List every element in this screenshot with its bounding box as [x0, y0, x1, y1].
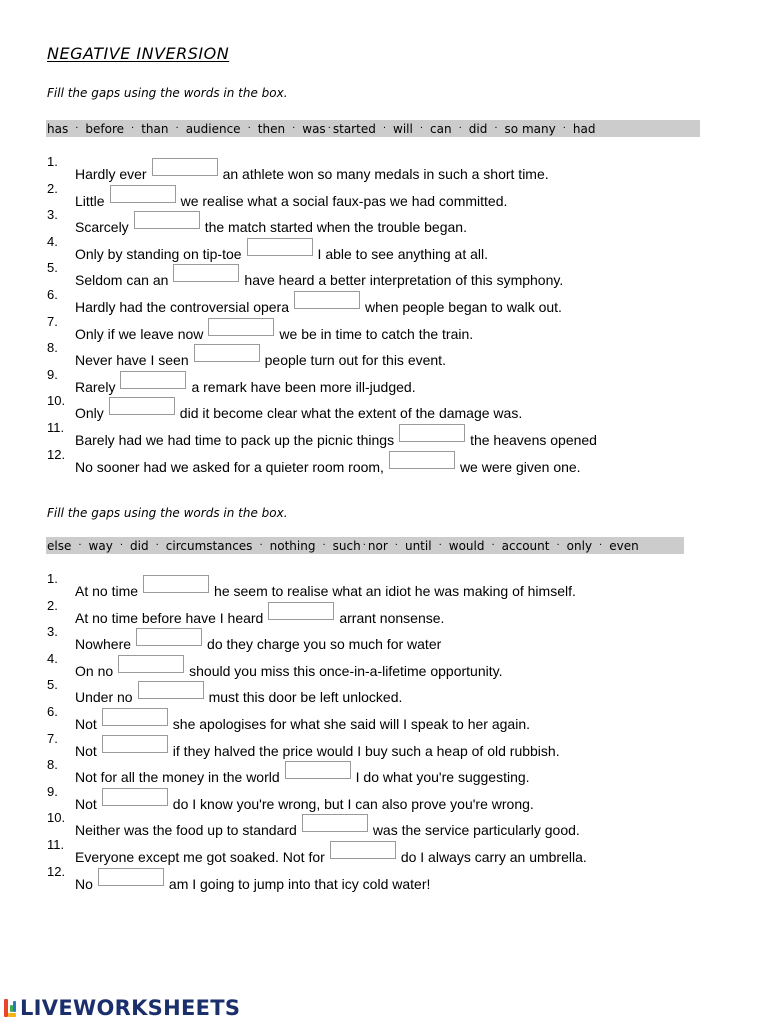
word-bank-item: way [88, 538, 113, 553]
sentence-after-gap: do I know you're wrong, but I can also prove you're wrong. [172, 795, 534, 812]
answer-gap-input[interactable] [173, 264, 239, 282]
word-separator: · [382, 123, 387, 134]
exercise-item [0, 864, 740, 890]
sentence-before-gap: Seldom can an [75, 272, 169, 289]
item-number: 10. [47, 393, 66, 409]
sentence-before-gap: Only if we leave now [75, 325, 204, 342]
item-number: 3. [47, 624, 58, 640]
sentence-after-gap: if they halved the price would I buy such a heap of old rubbish. [172, 742, 560, 759]
sentence-after-gap: should you miss this once-in-a-lifetime opportunity. [189, 662, 503, 679]
sentence-before-gap: Scarcely [75, 219, 129, 236]
exercise-item [0, 367, 740, 393]
sentence-before-gap: Only [75, 405, 104, 422]
exercise-item [0, 731, 740, 757]
exercise-item [0, 181, 740, 207]
word-bank-item: until [404, 538, 432, 553]
exercise-item [0, 810, 740, 839]
word-bank-item: did [468, 121, 488, 136]
word-bank-item: has [47, 121, 69, 136]
item-number: 12. [47, 863, 66, 879]
sentence-after-gap: am I going to jump into that icy cold water! [168, 875, 431, 892]
item-number: 9. [47, 366, 58, 382]
item-sentence [75, 164, 549, 182]
word-separator: · [75, 123, 79, 134]
sentence-after-gap: we be in time to catch the train. [279, 325, 474, 342]
answer-gap-input[interactable] [247, 238, 313, 256]
word-bank-item: then [257, 121, 286, 136]
answer-gap-input[interactable] [143, 575, 209, 593]
sentence-before-gap: Under no [75, 689, 133, 706]
word-separator: · [175, 123, 179, 134]
item-sentence [75, 191, 507, 209]
answer-gap-input[interactable] [399, 424, 465, 442]
word-separator: · [599, 540, 603, 551]
item-number: 8. [47, 757, 58, 773]
word-separator: · [491, 540, 495, 551]
exercise-item [0, 651, 740, 677]
word-bank-item: did [130, 538, 149, 553]
exercise-item [0, 837, 740, 863]
item-sentence [75, 767, 530, 785]
sentence-after-gap: she apologises for what she said will I speak to her again. [172, 716, 531, 732]
item-number: 9. [47, 783, 58, 799]
footer-brand [2, 996, 240, 1020]
word-separator: · [247, 123, 251, 134]
sentence-before-gap: Never have I seen [75, 352, 189, 369]
item-sentence [75, 634, 441, 652]
sentence-before-gap: Not [75, 795, 97, 812]
answer-gap-input[interactable] [134, 211, 200, 229]
answer-gap-input[interactable] [208, 318, 274, 336]
liveworksheets-logo-icon [2, 997, 18, 1019]
word-separator: · [292, 123, 296, 134]
sentence-before-gap: Hardly had the controversial opera [75, 299, 290, 315]
answer-gap-input[interactable] [98, 868, 164, 886]
sentence-before-gap: At no time [75, 583, 139, 599]
word-separator: · [438, 540, 442, 551]
word-separator: · [556, 540, 560, 551]
word-bank-item: would [448, 538, 485, 553]
word-separator: · [78, 540, 82, 551]
item-sentence [75, 350, 446, 368]
exercise-item [0, 260, 740, 289]
item-number: 8. [47, 340, 58, 356]
answer-gap-input[interactable] [294, 291, 360, 309]
section1-instruction: Fill the gaps using the words in the box. [47, 86, 288, 100]
word-bank-item: than [141, 121, 169, 136]
sentence-before-gap: Only by standing on tip-toe [75, 245, 242, 262]
sentence-after-gap: have heard a better interpretation of this symphony. [244, 272, 564, 289]
word-bank-item: nor [367, 538, 388, 553]
item-sentence [75, 847, 587, 865]
sentence-after-gap: did it become clear what the extent of the damage was. [179, 405, 523, 422]
sentence-after-gap: the heavens opened [470, 432, 597, 448]
sentence-before-gap: No sooner had we asked for a quieter room room, [75, 458, 384, 475]
item-sentence [75, 794, 534, 812]
exercise-item [0, 340, 740, 369]
answer-gap-input[interactable] [109, 397, 175, 415]
word-bank-item: such [332, 538, 361, 553]
answer-gap-input[interactable] [102, 708, 168, 726]
exercise-item [0, 757, 740, 786]
sentence-before-gap: Not [75, 742, 97, 759]
answer-gap-input[interactable] [268, 602, 334, 620]
exercise-item [0, 598, 740, 624]
sentence-after-gap: do I always carry an umbrella. [400, 849, 587, 865]
sentence-before-gap: Not for all the money in the world [75, 769, 280, 786]
word-separator: · [394, 540, 398, 551]
word-separator: · [458, 123, 462, 134]
exercise-item [0, 234, 740, 260]
item-number: 3. [47, 207, 58, 223]
exercise-item [0, 677, 740, 706]
sentence-before-gap: At no time before have I heard [75, 609, 264, 626]
answer-gap-input[interactable] [285, 761, 351, 779]
sentence-after-gap: do they charge you so much for water [207, 636, 442, 653]
exercise-item [0, 393, 740, 422]
sentence-after-gap: must this door be left unlocked. [208, 689, 403, 706]
item-number: 1. [47, 154, 58, 169]
sentence-after-gap: he seem to realise what an idiot he was making of himself. [214, 583, 576, 599]
item-number: 5. [47, 677, 58, 693]
word-bank-item: before [85, 121, 125, 136]
section2-word-box [46, 537, 684, 554]
item-sentence [75, 714, 530, 732]
item-sentence [75, 244, 488, 262]
exercise-item [0, 704, 740, 730]
exercise-item [0, 624, 740, 653]
answer-gap-input[interactable] [136, 628, 202, 646]
answer-gap-input[interactable] [389, 451, 455, 469]
word-separator: · [155, 540, 159, 551]
sentence-after-gap: people turn out for this event. [264, 352, 446, 369]
sentence-before-gap: Rarely [75, 378, 116, 395]
sentence-after-gap: arrant nonsense. [339, 609, 445, 626]
answer-gap-input[interactable] [120, 371, 186, 389]
sentence-after-gap: a remark have been more ill-judged. [191, 378, 416, 395]
word-separator: · [322, 540, 326, 551]
item-number: 1. [47, 571, 58, 586]
item-sentence [75, 661, 502, 679]
word-separator: · [327, 123, 331, 134]
sentence-before-gap: Nowhere [75, 636, 132, 653]
sentence-after-gap: I do what you're suggesting. [355, 769, 530, 786]
exercise-item [0, 314, 740, 340]
word-bank-item: was [302, 121, 326, 136]
item-sentence [75, 874, 430, 892]
sentence-before-gap: Neither was the food up to standard [75, 822, 297, 839]
sentence-after-gap: we realise what a social faux-pas we had committed. [180, 192, 508, 209]
word-separator: · [131, 123, 135, 134]
item-number: 12. [47, 446, 66, 462]
word-bank-item: account [501, 538, 550, 553]
sentence-after-gap: was the service particularly good. [372, 822, 580, 839]
item-number: 4. [47, 233, 58, 249]
item-number: 6. [47, 287, 58, 302]
sentence-before-gap: No [75, 875, 93, 892]
word-bank-item: so many [504, 121, 556, 136]
item-number: 4. [47, 650, 58, 666]
section2-instruction: Fill the gaps using the words in the box. [47, 506, 288, 520]
word-bank-item: else [47, 538, 72, 553]
exercise-item [0, 784, 740, 810]
sentence-before-gap: Everyone except me got soaked. Not for [75, 849, 325, 865]
exercise-item [0, 420, 740, 446]
item-number: 11. [47, 837, 65, 852]
word-bank-item: can [430, 121, 452, 136]
sentence-after-gap: the match started when the trouble began. [204, 219, 467, 236]
item-sentence [75, 820, 580, 838]
item-sentence [75, 457, 581, 475]
answer-gap-input[interactable] [118, 655, 184, 673]
section1-word-box [46, 120, 700, 137]
answer-gap-input[interactable] [194, 344, 260, 362]
word-bank-item: nothing [269, 538, 316, 553]
word-bank-item: even [609, 538, 639, 553]
word-separator: · [419, 123, 424, 134]
answer-gap-input[interactable] [110, 185, 176, 203]
word-bank-item: audience [185, 121, 241, 136]
item-sentence [75, 608, 444, 626]
item-number: 2. [47, 597, 58, 613]
item-sentence [75, 270, 563, 288]
answer-gap-input[interactable] [102, 788, 168, 806]
sentence-before-gap: Not [75, 716, 97, 732]
word-bank-item: only [566, 538, 593, 553]
word-bank-item: will [393, 121, 413, 136]
item-number: 11. [47, 420, 65, 435]
item-sentence [75, 217, 467, 235]
item-sentence [75, 297, 562, 315]
answer-gap-input[interactable] [152, 158, 218, 176]
item-number: 6. [47, 704, 58, 719]
exercise-item [0, 287, 740, 313]
worksheet-title: NEGATIVE INVERSION [47, 44, 230, 63]
item-sentence [75, 377, 416, 395]
exercise-item [0, 571, 740, 597]
word-bank-item: had [572, 121, 596, 136]
word-separator: · [259, 540, 263, 551]
sentence-after-gap: when people began to walk out. [365, 299, 562, 315]
word-bank-item: started [332, 121, 376, 136]
word-separator: · [562, 123, 566, 134]
exercise-item [0, 207, 740, 236]
item-number: 2. [47, 180, 58, 196]
word-separator: · [119, 540, 124, 551]
item-number: 7. [47, 313, 58, 329]
item-sentence [75, 741, 560, 759]
item-sentence [75, 403, 522, 421]
item-number: 5. [47, 260, 58, 276]
sentence-before-gap: Barely had we had time to pack up the picnic things [75, 432, 395, 448]
sentence-after-gap: an athlete won so many medals in such a short time. [222, 166, 549, 182]
exercise-item [0, 447, 740, 473]
word-separator: · [494, 123, 498, 134]
item-number: 7. [47, 730, 58, 746]
item-sentence [75, 687, 402, 705]
answer-gap-input[interactable] [330, 841, 396, 859]
item-number: 10. [47, 810, 66, 826]
sentence-after-gap: I able to see anything at all. [317, 245, 488, 262]
item-sentence [75, 324, 473, 342]
sentence-before-gap: On no [75, 662, 114, 679]
sentence-before-gap: Little [75, 192, 105, 209]
sentence-after-gap: we were given one. [459, 458, 581, 475]
footer-brand-text: LIVEWORKSHEETS [20, 996, 241, 1020]
item-sentence [75, 430, 597, 448]
word-bank-item: circumstances [165, 538, 253, 553]
exercise-item [0, 154, 740, 180]
answer-gap-input[interactable] [302, 814, 368, 832]
answer-gap-input[interactable] [102, 735, 168, 753]
word-separator: · [362, 540, 366, 551]
sentence-before-gap: Hardly ever [75, 166, 147, 182]
answer-gap-input[interactable] [138, 681, 204, 699]
item-sentence [75, 581, 576, 599]
